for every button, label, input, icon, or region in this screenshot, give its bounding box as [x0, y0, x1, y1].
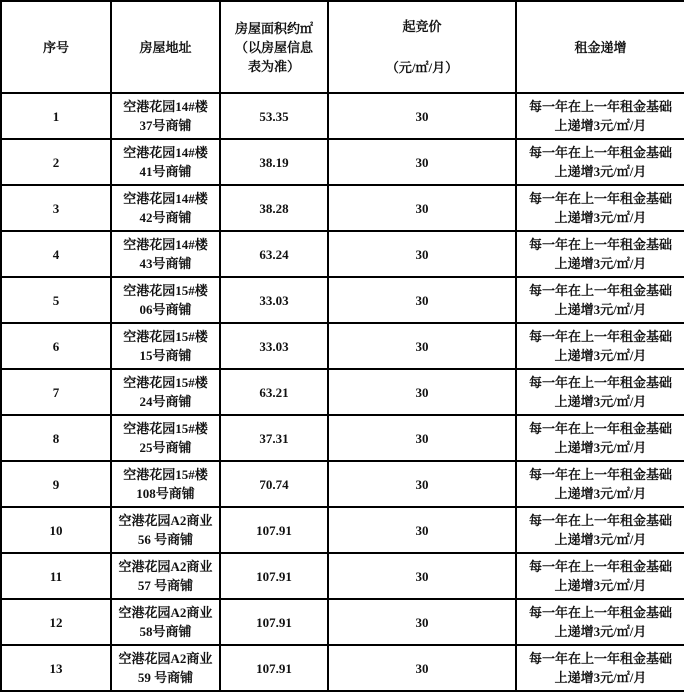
cell-price-line: 30 [415, 200, 429, 216]
cell-address [111, 599, 220, 645]
cell-address-line: 空港花园A2商业 [118, 605, 213, 620]
cell-rent-increase-line: 上递增3元/㎡/月 [554, 210, 647, 225]
cell-rent-increase-line: 上递增3元/㎡/月 [554, 164, 647, 179]
cell-rent-increase-line: 上递增3元/㎡/月 [554, 348, 647, 363]
cell-index [1, 231, 111, 277]
header-area-line3: 表为准） [247, 58, 300, 74]
cell-address-line: 空港花园14#楼 [123, 145, 208, 160]
cell-area [220, 93, 328, 139]
header-rent-increase-label: 租金递增 [574, 39, 627, 55]
cell-rent-increase-line: 上递增3元/㎡/月 [554, 302, 647, 317]
cell-rent-increase [516, 507, 684, 553]
cell-price [328, 461, 516, 507]
cell-address-line: 56 号商铺 [137, 532, 194, 547]
cell-address-line: 空港花园A2商业 [118, 651, 213, 666]
cell-index [1, 185, 111, 231]
cell-area-line: 107.91 [256, 614, 292, 630]
cell-rent-increase-line: 每一年在上一年租金基础 [528, 651, 672, 666]
header-price-gap [333, 36, 511, 58]
cell-address-line: 空港花园14#楼 [123, 191, 208, 206]
cell-rent-increase [516, 461, 684, 507]
cell-address-line: 59 号商铺 [137, 670, 194, 685]
cell-price-line: 30 [415, 338, 429, 354]
header-index [1, 1, 111, 93]
cell-index [1, 645, 111, 691]
cell-rent-increase [516, 645, 684, 691]
cell-area-line: 33.03 [259, 292, 289, 308]
cell-address [111, 93, 220, 139]
header-area [220, 1, 328, 93]
cell-area [220, 645, 328, 691]
header-price-line1: 起竞价 [402, 19, 442, 34]
cell-rent-increase-line: 每一年在上一年租金基础 [528, 191, 672, 206]
cell-price [328, 185, 516, 231]
cell-address-line: 空港花园15#楼 [123, 467, 208, 482]
cell-index-line: 11 [49, 568, 63, 584]
cell-index-line: 5 [52, 292, 60, 308]
table-row [1, 369, 684, 415]
header-area-line1: 房屋面积约㎡ [234, 20, 313, 36]
table-row [1, 185, 684, 231]
cell-rent-increase-line: 上递增3元/㎡/月 [554, 486, 647, 501]
cell-rent-increase [516, 369, 684, 415]
cell-address-line: 空港花园A2商业 [118, 513, 213, 528]
cell-price [328, 553, 516, 599]
cell-area-line: 63.24 [259, 246, 289, 262]
header-address-label: 房屋地址 [139, 39, 192, 55]
cell-address-line: 空港花园A2商业 [118, 559, 213, 574]
cell-area-line: 107.91 [256, 660, 292, 676]
cell-address-line: 41号商铺 [139, 164, 192, 179]
cell-address [111, 461, 220, 507]
table-header [1, 1, 684, 93]
cell-rent-increase-line: 每一年在上一年租金基础 [528, 513, 672, 528]
cell-area [220, 139, 328, 185]
cell-rent-increase [516, 277, 684, 323]
cell-index-line: 12 [49, 614, 63, 630]
cell-index-line: 9 [52, 476, 60, 492]
cell-address [111, 185, 220, 231]
cell-address [111, 231, 220, 277]
cell-price-line: 30 [415, 614, 429, 630]
cell-rent-increase-line: 上递增3元/㎡/月 [554, 256, 647, 271]
cell-price [328, 139, 516, 185]
cell-index [1, 507, 111, 553]
table-row [1, 231, 684, 277]
cell-price-line: 30 [415, 384, 429, 400]
cell-address-line: 空港花园15#楼 [123, 375, 208, 390]
cell-index-line: 13 [49, 660, 63, 676]
table-body [1, 93, 684, 691]
cell-area-line: 70.74 [259, 476, 289, 492]
cell-index-line: 1 [52, 108, 60, 124]
table-row [1, 599, 684, 645]
cell-index-line: 6 [52, 338, 60, 354]
header-index-label: 序号 [42, 39, 69, 55]
cell-address-line: 25号商铺 [139, 440, 192, 455]
cell-price-line: 30 [415, 568, 429, 584]
cell-index-line: 4 [52, 246, 60, 262]
table-row [1, 415, 684, 461]
cell-index-line: 10 [49, 522, 63, 538]
cell-price [328, 415, 516, 461]
cell-area-line: 107.91 [256, 568, 292, 584]
cell-price-line: 30 [415, 292, 429, 308]
cell-price [328, 507, 516, 553]
cell-rent-increase [516, 93, 684, 139]
cell-address [111, 323, 220, 369]
cell-address-line: 空港花园15#楼 [123, 329, 208, 344]
cell-index [1, 553, 111, 599]
cell-index [1, 461, 111, 507]
cell-address-line: 42号商铺 [139, 210, 192, 225]
cell-rent-increase-line: 上递增3元/㎡/月 [554, 624, 647, 639]
cell-rent-increase-line: 每一年在上一年租金基础 [528, 329, 672, 344]
cell-address-line: 108号商铺 [136, 486, 195, 501]
cell-address-line: 空港花园15#楼 [123, 283, 208, 298]
cell-rent-increase-line: 上递增3元/㎡/月 [554, 532, 647, 547]
cell-index [1, 93, 111, 139]
cell-rent-increase-line: 每一年在上一年租金基础 [528, 145, 672, 160]
cell-rent-increase [516, 185, 684, 231]
cell-index [1, 415, 111, 461]
cell-address [111, 645, 220, 691]
cell-rent-increase-line: 每一年在上一年租金基础 [528, 283, 672, 298]
cell-index [1, 277, 111, 323]
cell-index-line: 7 [52, 384, 60, 400]
cell-rent-increase-line: 每一年在上一年租金基础 [528, 559, 672, 574]
cell-area-line: 38.28 [259, 200, 289, 216]
cell-index-line: 2 [52, 154, 60, 170]
cell-rent-increase-line: 上递增3元/㎡/月 [554, 394, 647, 409]
cell-area-line: 33.03 [259, 338, 289, 354]
cell-price [328, 277, 516, 323]
cell-address [111, 277, 220, 323]
cell-rent-increase [516, 139, 684, 185]
cell-area-line: 63.21 [259, 384, 289, 400]
cell-area [220, 415, 328, 461]
cell-rent-increase-line: 每一年在上一年租金基础 [528, 605, 672, 620]
cell-index [1, 139, 111, 185]
cell-rent-increase-line: 上递增3元/㎡/月 [554, 670, 647, 685]
cell-index [1, 369, 111, 415]
cell-rent-increase [516, 231, 684, 277]
cell-price [328, 599, 516, 645]
cell-index [1, 323, 111, 369]
cell-address [111, 507, 220, 553]
cell-address [111, 415, 220, 461]
cell-area [220, 599, 328, 645]
cell-area [220, 277, 328, 323]
header-address [111, 1, 220, 93]
cell-area [220, 553, 328, 599]
cell-index-line: 3 [52, 200, 60, 216]
cell-area-line: 37.31 [259, 430, 289, 446]
cell-price-line: 30 [415, 108, 429, 124]
cell-price-line: 30 [415, 246, 429, 262]
cell-address-line: 24号商铺 [139, 394, 192, 409]
cell-area [220, 231, 328, 277]
table-row [1, 323, 684, 369]
cell-price [328, 93, 516, 139]
cell-rent-increase-line: 每一年在上一年租金基础 [528, 99, 672, 114]
table-row [1, 461, 684, 507]
cell-address-line: 43号商铺 [139, 256, 192, 271]
header-area-line2: （以房屋信息 [234, 39, 313, 55]
cell-rent-increase-line: 每一年在上一年租金基础 [528, 467, 672, 482]
cell-address-line: 58号商铺 [139, 624, 192, 639]
header-price-line2: （元/㎡/月） [385, 60, 459, 75]
cell-price-line: 30 [415, 430, 429, 446]
cell-area-line: 53.35 [259, 108, 289, 124]
cell-area-line: 107.91 [256, 522, 292, 538]
cell-price-line: 30 [415, 522, 429, 538]
cell-price [328, 231, 516, 277]
cell-index [1, 599, 111, 645]
cell-address [111, 553, 220, 599]
cell-index-line: 8 [52, 430, 60, 446]
cell-rent-increase [516, 599, 684, 645]
cell-address-line: 06号商铺 [139, 302, 192, 317]
header-price [328, 1, 516, 93]
cell-address [111, 369, 220, 415]
cell-price [328, 645, 516, 691]
table-row [1, 553, 684, 599]
cell-rent-increase-line: 每一年在上一年租金基础 [528, 421, 672, 436]
header-row [1, 1, 684, 93]
header-rent-increase [516, 1, 684, 93]
cell-area [220, 323, 328, 369]
table-row [1, 93, 684, 139]
cell-address-line: 37号商铺 [139, 118, 192, 133]
table-row [1, 277, 684, 323]
cell-address [111, 139, 220, 185]
cell-area [220, 507, 328, 553]
cell-rent-increase-line: 每一年在上一年租金基础 [528, 375, 672, 390]
table-row [1, 645, 684, 691]
cell-rent-increase-line: 上递增3元/㎡/月 [554, 118, 647, 133]
cell-rent-increase-line: 每一年在上一年租金基础 [528, 237, 672, 252]
cell-rent-increase [516, 415, 684, 461]
cell-area [220, 185, 328, 231]
cell-address-line: 57 号商铺 [137, 578, 194, 593]
cell-rent-increase [516, 553, 684, 599]
cell-area-line: 38.19 [259, 154, 289, 170]
cell-area [220, 369, 328, 415]
table-row [1, 139, 684, 185]
cell-area [220, 461, 328, 507]
cell-rent-increase-line: 上递增3元/㎡/月 [554, 578, 647, 593]
cell-price-line: 30 [415, 660, 429, 676]
cell-price [328, 323, 516, 369]
cell-address-line: 空港花园14#楼 [123, 99, 208, 114]
cell-address-line: 15号商铺 [139, 348, 192, 363]
cell-rent-increase [516, 323, 684, 369]
cell-address-line: 空港花园14#楼 [123, 237, 208, 252]
cell-rent-increase-line: 上递增3元/㎡/月 [554, 440, 647, 455]
cell-price-line: 30 [415, 476, 429, 492]
cell-price-line: 30 [415, 154, 429, 170]
cell-address-line: 空港花园15#楼 [123, 421, 208, 436]
table-row [1, 507, 684, 553]
cell-price [328, 369, 516, 415]
